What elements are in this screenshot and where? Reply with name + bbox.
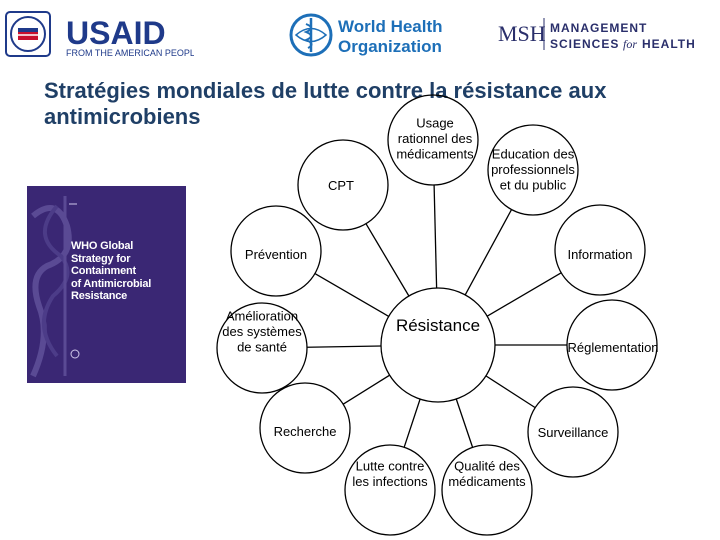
spoke-prevention (315, 274, 389, 317)
book-title-line: Containment (71, 265, 137, 277)
node-label-information (567, 247, 632, 262)
node-label-line: Réglementation (567, 340, 659, 355)
msh-line2a: SCIENCES (550, 37, 620, 51)
node-label-lutte (352, 458, 428, 489)
center-circle (381, 288, 495, 402)
diagram-labels (222, 116, 658, 489)
node-label-qualite (448, 458, 526, 489)
node-label-cpt (328, 178, 354, 193)
book-title-line: WHO Global (71, 240, 134, 252)
node-label-recherche (274, 424, 337, 439)
msh-mark: MSH (498, 21, 546, 46)
node-label-line: médicaments (448, 473, 526, 489)
node-label-line: Education des (491, 146, 575, 162)
who-line2: Organization (338, 37, 442, 56)
node-label-line: médicaments (396, 146, 474, 162)
msh-line2c: HEALTH (642, 37, 696, 51)
node-label-line: Information (567, 247, 633, 262)
node-label-line: Prévention (244, 247, 308, 262)
spoke-recherche (343, 375, 389, 404)
node-label-line: Usage (416, 115, 454, 131)
node-label-reglementation (567, 340, 658, 355)
node-label-line: Amélioration (225, 308, 299, 324)
node-label-line: CPT (328, 178, 354, 193)
node-label-line: Lutte contre (355, 458, 425, 474)
node-label-line: Recherche (273, 424, 337, 439)
book-title-line: of Antimicrobial (71, 277, 152, 290)
usaid-tagline: FROM THE AMERICAN PEOPLE (66, 48, 194, 58)
spoke-cpt (366, 224, 409, 296)
node-label-prevention (245, 247, 307, 262)
spoke-qualite (456, 399, 472, 447)
node-label-line: et du public (499, 177, 567, 193)
spoke-lutte (404, 399, 420, 447)
spoke-usage (434, 185, 437, 288)
spoke-amelioration (307, 346, 381, 347)
spoke-education (465, 210, 511, 295)
node-label-usage (396, 116, 474, 162)
spoke-surveillance (486, 376, 535, 408)
node-label-line: de santé (237, 339, 287, 355)
slide-title: Stratégies mondiales de lutte contre la résistance aux antimicrobiens (44, 78, 607, 129)
node-label-amelioration (222, 309, 302, 355)
node-label-surveillance (538, 425, 609, 440)
node-label-education (491, 147, 575, 193)
center-label: Résistance (395, 316, 481, 335)
book-title-line: Resistance (71, 290, 128, 302)
node-label-line: Qualité des (454, 458, 520, 474)
usaid-wordmark: USAID (66, 15, 166, 51)
book-title-line: Strategy for (71, 252, 131, 265)
spoke-information (487, 273, 561, 316)
who-line1: World Health (338, 17, 443, 36)
msh-line1: MANAGEMENT (550, 21, 648, 35)
node-label-line: les infections (352, 473, 428, 489)
msh-line2b: for (623, 37, 638, 51)
node-label-line: Surveillance (537, 425, 609, 440)
node-label-line: rationnel des (397, 131, 473, 146)
node-label-line: professionnels (491, 162, 575, 177)
node-label-line: des systèmes (222, 324, 302, 339)
